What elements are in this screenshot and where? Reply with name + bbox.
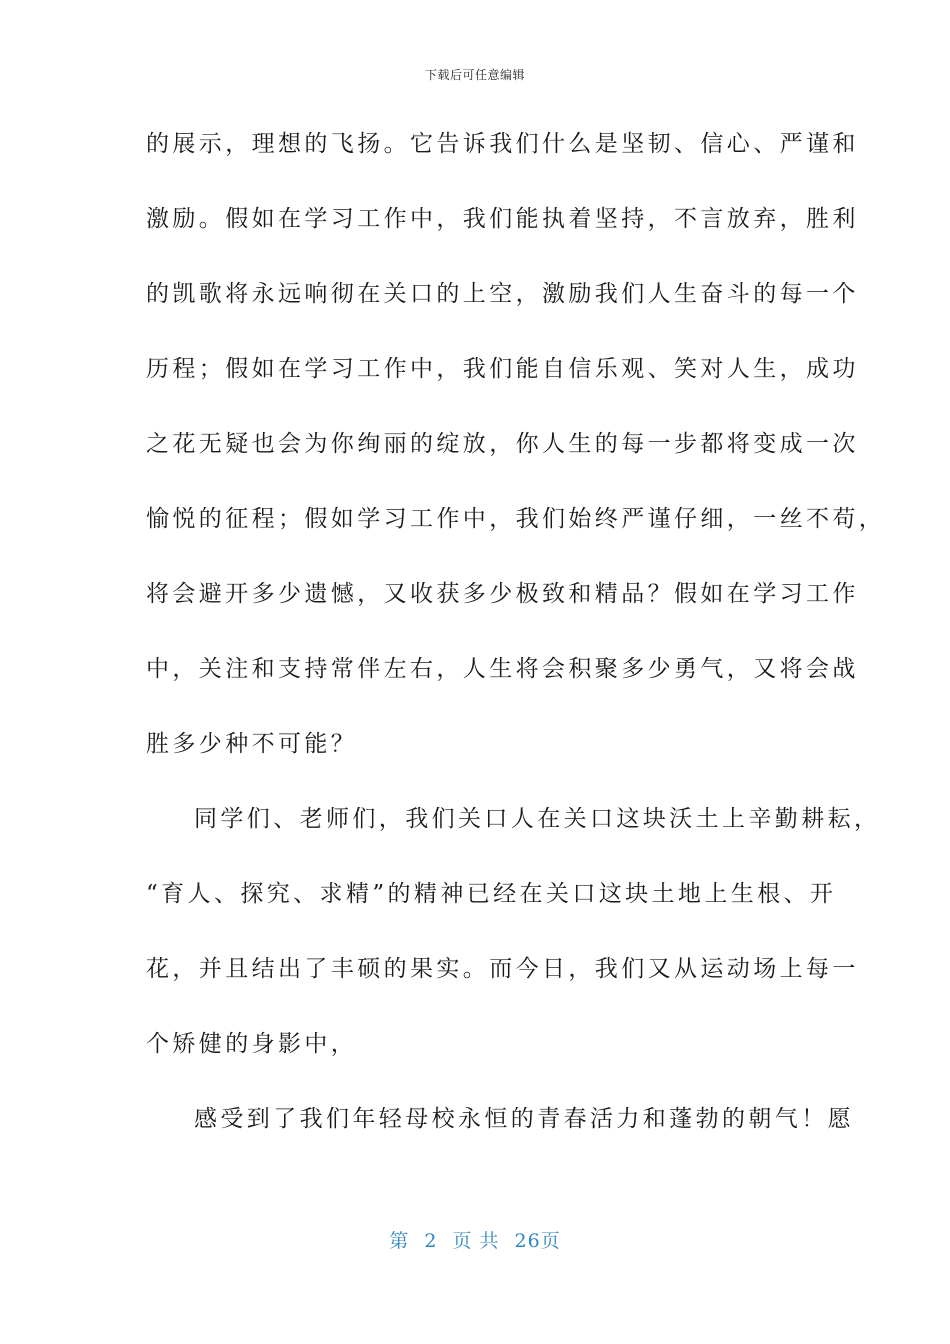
- text-line: “育人、探究、求精”的精神已经在关口这块土地上生根、开: [146, 881, 837, 907]
- header-text: 下载后可任意编辑: [424, 68, 525, 82]
- footer-label-suffix: 页: [540, 1230, 561, 1252]
- text-line: 的凯歌将永远响彻在关口的上空，激励我们人生奋斗的每一个: [146, 281, 859, 307]
- page-footer: [0, 1226, 950, 1253]
- footer-page-total: 26: [514, 1230, 541, 1252]
- page-header: [0, 66, 950, 83]
- footer-label-prefix: 第: [389, 1230, 410, 1252]
- footer-page-current: 2: [424, 1230, 438, 1252]
- text-line: 的展示，理想的飞扬。它告诉我们什么是坚韧、信心、严谨和: [146, 131, 859, 157]
- text-line: 愉悦的征程；假如学习工作中，我们始终严谨仔细，一丝不苟，: [146, 506, 886, 532]
- text-line: 历程；假如在学习工作中，我们能自信乐观、笑对人生，成功: [146, 356, 859, 382]
- document-body: [146, 124, 886, 1174]
- text-line: 同学们、老师们，我们关口人在关口这块沃土上辛勤耕耘，: [194, 806, 881, 832]
- text-line: 感受到了我们年轻母校永恒的青春活力和蓬勃的朝气！愿: [194, 1106, 854, 1132]
- text-line: 中，关注和支持常伴左右，人生将会积聚多少勇气，又将会战: [146, 656, 859, 682]
- text-line: 花，并且结出了丰硕的果实。而今日，我们又从运动场上每一: [146, 956, 859, 982]
- text-line: 胜多少种不可能？: [146, 731, 358, 757]
- text-line: 个矫健的身影中，: [146, 1031, 358, 1057]
- text-line: 之花无疑也会为你绚丽的绽放，你人生的每一步都将变成一次: [146, 431, 859, 457]
- text-line: 将会避开多少遗憾，又收获多少极致和精品？假如在学习工作: [146, 581, 859, 607]
- footer-label-mid: 页 共: [452, 1230, 500, 1252]
- text-line: 激励。假如在学习工作中，我们能执着坚持，不言放弃，胜利: [146, 206, 859, 232]
